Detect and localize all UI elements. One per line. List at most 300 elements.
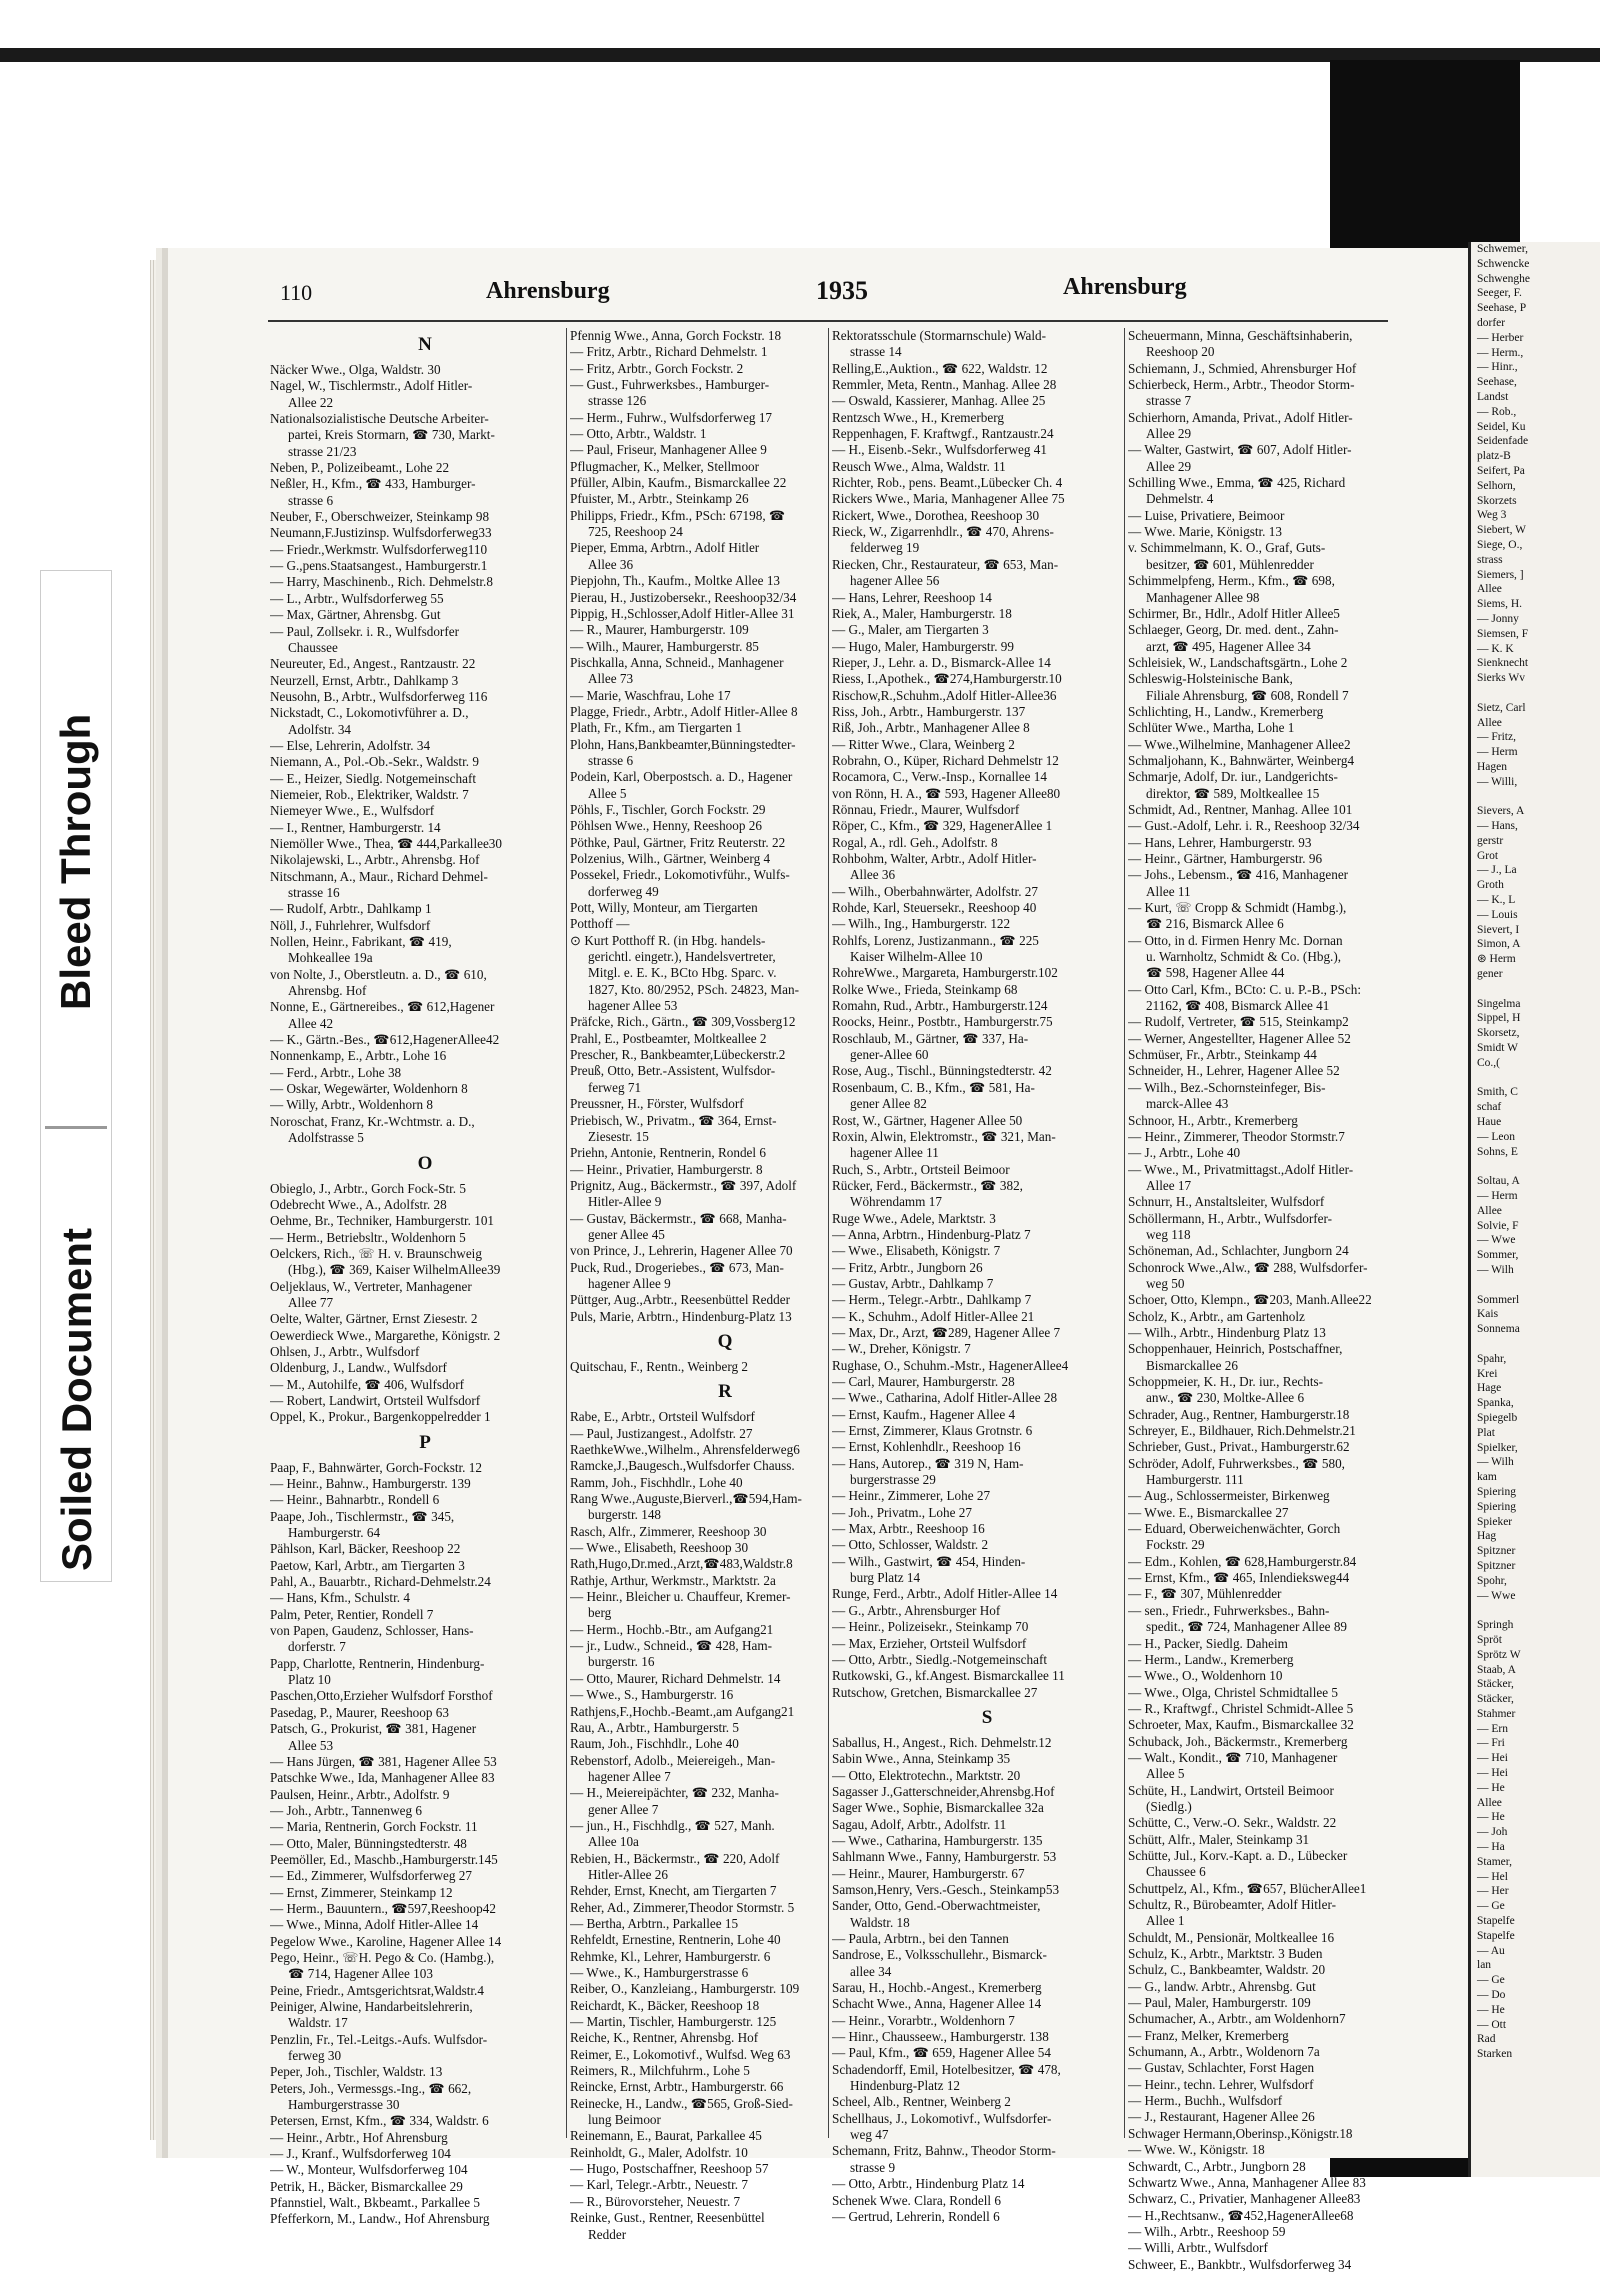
next-page-line: Allee [1477, 716, 1502, 729]
entry-continuation: gerichtl. eingetr.), Handelsvertreter, [588, 949, 776, 965]
directory-entry: Remmler, Meta, Rentn., Manhag. Allee 28 [832, 377, 1057, 393]
directory-entry: — Herm., Telegr.-Arbtr., Dahlkamp 7 [832, 1292, 1032, 1308]
next-page-line: platz-B [1477, 450, 1511, 463]
directory-entry: Ruge Wwe., Adele, Marktstr. 3 [832, 1210, 996, 1226]
next-page-line: Siemers, ] [1477, 568, 1524, 581]
directory-entry: Plohn, Hans,Bankbeamter,Bünningstedter- [570, 736, 796, 752]
directory-entry: Samson,Henry, Vers.-Gesch., Steinkamp53 [832, 1881, 1060, 1897]
directory-entry: Reinke, Gust., Rentner, Reesenbüttel [570, 2210, 765, 2226]
directory-entry: — Willi, Arbtr., Wulfsdorf [1128, 2240, 1268, 2256]
next-page-line: Landst [1477, 390, 1509, 403]
entry-continuation: Waldstr. 17 [288, 2015, 348, 2031]
directory-entry: — G.,pens.Staatsangest., Hamburgerstr.1 [270, 558, 488, 574]
directory-entry: Riss, Joh., Arbtr., Hamburgerstr. 137 [832, 703, 1026, 719]
next-page-line: Stapelfe [1477, 1915, 1515, 1928]
entry-continuation: hagener Allee 9 [588, 1275, 671, 1291]
directory-entry: Rasch, Alfr., Zimmerer, Reeshoop 30 [570, 1523, 767, 1539]
next-page-line: Stamer, [1477, 1855, 1512, 1868]
directory-entry: Schreyer, E., Bildhauer, Rich.Dehmelstr.21 [1128, 1423, 1356, 1439]
directory-entry: Nagel, W., Tischlermstr., Adolf Hitler- [270, 378, 473, 394]
directory-entry: Schuback, Joh., Bäckermstr., Kremerberg [1128, 1733, 1348, 1749]
directory-entry: Plagge, Friedr., Arbtr., Adolf Hitler-Allee 8 [570, 703, 798, 719]
directory-entry: Schmidt, Ad., Rentner, Manhag. Allee 101 [1128, 801, 1353, 817]
bleed-through-text: Bleed Through [52, 713, 99, 1010]
directory-entry: Sagasser J.,Gatterschneider,Ahrensbg.Hof [832, 1783, 1055, 1799]
directory-entry: — Gustav, Arbtr., Dahlkamp 7 [832, 1275, 994, 1291]
directory-entry: — Herm., Betriebsltr., Woldenhorn 5 [270, 1229, 466, 1245]
next-page-line: — K. K [1477, 642, 1514, 655]
next-page-line: Spohr, [1477, 1574, 1507, 1587]
directory-entry: — Hans, Kfm., Schulstr. 4 [270, 1590, 410, 1606]
next-page-line: Seidel, Ku [1477, 420, 1526, 433]
column-divider [1124, 328, 1125, 2138]
next-page-line: — He [1477, 1781, 1505, 1794]
directory-entry: — G., landw. Arbtr., Ahrensbg. Gut [1128, 1978, 1316, 1994]
directory-entry: — J., Restaurant, Hagener Allee 26 [1128, 2109, 1315, 2125]
next-page-line: — Au [1477, 1944, 1505, 1957]
directory-entry: Sahlmann Wwe., Fanny, Hamburgerstr. 53 [832, 1849, 1057, 1865]
entry-continuation: hagener Allee 56 [850, 573, 940, 589]
directory-entry: Pieper, Emma, Arbtrn., Adolf Hitler [570, 540, 760, 556]
directory-entry: — Otto, Schlosser, Waldstr. 2 [832, 1537, 989, 1553]
directory-entry: Scheel, Alb., Rentner, Weinberg 2 [832, 2094, 1011, 2110]
entry-continuation: 725, Reeshoop 24 [588, 524, 683, 540]
next-page-line: Smith, C [1477, 1086, 1518, 1099]
directory-entry: Ohlsen, J., Arbtr., Wulfsdorf [270, 1343, 420, 1359]
directory-entry: Schoppenhauer, Heinrich, Postschaffner, [1128, 1341, 1343, 1357]
entry-continuation: Bismarckallee 26 [1146, 1357, 1238, 1373]
directory-entry: — Heinr., techn. Lehrer, Wulfsdorf [1128, 2076, 1314, 2092]
column-4 [1128, 328, 1438, 2273]
directory-entry: RaethkeWwe.,Wilhelm., Ahrensfelderweg6 [570, 1442, 800, 1457]
next-page-line: Starken [1477, 2048, 1513, 2061]
entry-continuation: dorferstr. 7 [288, 1639, 346, 1655]
directory-entry: Penzlin, Fr., Tel.-Leitgs.-Aufs. Wulfsdor- [270, 2031, 488, 2047]
label-separator [45, 1126, 107, 1129]
directory-entry: — Heinr., Privatier, Hamburgerstr. 8 [570, 1161, 763, 1177]
entry-continuation: lung Beimoor [588, 2112, 661, 2128]
next-page-line: — Fritz, [1477, 731, 1516, 744]
next-page-line: Schwemer, [1477, 243, 1528, 255]
next-page-line: — Willi, [1477, 775, 1518, 788]
next-page-line: — Ha [1477, 1841, 1505, 1854]
directory-entry: Niemöller Wwe., Thea, ☎ 444,Parkallee30 [270, 835, 502, 851]
next-page-line: Co.,( [1477, 1056, 1500, 1069]
next-page-line: dorfer [1477, 316, 1506, 329]
directory-entry: — Walt., Kondit., ☎ 710, Manhagener [1128, 1749, 1338, 1765]
directory-entry: — W., Monteur, Wulfsdorferweg 104 [270, 2162, 468, 2178]
directory-entry: — Else, Lehrerin, Adolfstr. 34 [270, 737, 431, 753]
next-page-line: — J., La [1477, 864, 1517, 877]
directory-entry: Reinholdt, G., Maler, Adolfstr. 10 [570, 2144, 748, 2160]
next-page-line: — Ott [1477, 2018, 1507, 2031]
directory-entry: — Luise, Privatiere, Beimoor [1128, 507, 1285, 523]
next-page-line: Sienknecht [1477, 657, 1529, 670]
running-title-right: Ahrensburg [1063, 274, 1187, 300]
next-page-line: Siebert, W [1477, 524, 1526, 537]
next-page-line: Springh [1477, 1619, 1514, 1632]
directory-entry: Schuttpelz, Al., Kfm., ☎657, BlücherAllee1 [1128, 1880, 1367, 1896]
entry-continuation: strasse 126 [588, 393, 647, 409]
entry-continuation: allee 34 [850, 1963, 892, 1979]
directory-entry: — Wwe., K., Hamburgerstrasse 6 [570, 1965, 749, 1980]
header-rule [268, 320, 1388, 322]
directory-entry: — Herm., Buchh., Wulfsdorf [1128, 2093, 1283, 2109]
directory-entry: Schulz, C., Bankbeamter, Waldstr. 20 [1128, 1962, 1326, 1978]
next-page-line: Krei [1477, 1367, 1498, 1380]
letter-heading: O [417, 1152, 433, 1174]
entry-continuation: Ahrensbg. Hof [288, 983, 367, 999]
entry-continuation: ferweg 71 [588, 1079, 642, 1095]
entry-continuation: gener-Allee 60 [850, 1047, 929, 1063]
directory-entry: Rieper, J., Lehr. a. D., Bismarck-Allee 14 [832, 654, 1051, 670]
directory-entry: — Fritz, Arbtr., Jungborn 26 [832, 1259, 983, 1275]
directory-entry: Schumacher, A., Arbtr., am Woldenhorn7 [1128, 2011, 1346, 2027]
directory-entry: — Wilh., Maurer, Hamburgerstr. 85 [570, 638, 759, 654]
directory-entry: Pego, Heinr., ☏H. Pego & Co. (Hambg.), [270, 1949, 495, 1965]
entry-continuation: Allee 17 [1146, 1177, 1192, 1193]
directory-entry: — G., Maler, am Tiergarten 3 [832, 622, 989, 638]
next-page-line: Skorzets [1477, 494, 1517, 507]
directory-entry: Schwartz Wwe., Anna, Manhagener Allee 83 [1128, 2174, 1366, 2190]
entry-continuation: berg [588, 1605, 612, 1621]
directory-entry: — Paul, Zollsekr. i. R., Wulfsdorfer [270, 623, 459, 639]
directory-entry: — Wwe., Minna, Adolf Hitler-Allee 14 [270, 1917, 479, 1933]
next-page-line: Allee [1477, 1796, 1502, 1809]
directory-entry: Schulz, K., Arbtr., Marktstr. 3 Buden [1128, 1946, 1323, 1962]
directory-entry: — Paul, Justizangest., Adolfstr. 27 [570, 1425, 753, 1441]
directory-entry: Rathje, Arthur, Werkmstr., Marktstr. 2a [570, 1572, 776, 1588]
entry-continuation: Hamburgerstr. 111 [1146, 1472, 1244, 1488]
directory-entry: — Herm., Fuhrw., Wulfsdorferweg 17 [570, 409, 773, 425]
directory-entry: — Hinr., Chausseew., Hamburgerstr. 138 [832, 2029, 1049, 2045]
directory-entry: Niemann, A., Pol.-Ob.-Sekr., Waldstr. 9 [270, 754, 479, 770]
directory-entry: — H., Packer, Siedlg. Daheim [1128, 1635, 1288, 1651]
next-page-line: Spiering [1477, 1500, 1516, 1513]
next-page-line: — Fri [1477, 1737, 1505, 1750]
directory-entry: — Paul, Kfm., ☎ 659, Hagener Allee 54 [832, 2045, 1051, 2061]
entry-continuation: anw., ☎ 230, Moltke-Allee 6 [1146, 1390, 1305, 1406]
next-page-line: Grot [1477, 849, 1499, 862]
directory-entry: Oldenburg, J., Landw., Wulfsdorf [270, 1360, 447, 1376]
directory-entry: Rücker, Ferd., Bäckermstr., ☎ 382, [832, 1177, 1023, 1193]
directory-entry: — Werner, Angestellter, Hagener Allee 52 [1128, 1030, 1351, 1046]
directory-entry: — G., Arbtr., Ahrensburger Hof [832, 1602, 1001, 1618]
column-1 [270, 328, 580, 2228]
entry-continuation: Platz 10 [288, 1672, 331, 1688]
next-page-line [1471, 789, 1600, 804]
next-page-line: Allee [1477, 583, 1502, 596]
directory-entry: Schmüser, Fr., Arbtr., Steinkamp 44 [1128, 1047, 1317, 1063]
directory-entry: Reher, Ad., Zimmerer,Theodor Stormstr. 5 [570, 1899, 795, 1915]
directory-entry: — Herm., Bauuntern., ☎597,Reeshoop42 [270, 1900, 496, 1916]
directory-entry: — Heinr., Maurer, Hamburgerstr. 67 [832, 1865, 1025, 1881]
next-page-line: — Joh [1477, 1826, 1508, 1839]
entry-continuation: Mitgl. e. E. K., BCto Hbg. Sparc. v. [588, 965, 777, 981]
directory-entry: Obieglo, J., Arbtr., Gorch Fock-Str. 5 [270, 1180, 466, 1196]
entry-continuation: Allee 42 [288, 1015, 334, 1031]
directory-entry: Reiche, K., Rentner, Ahrensbg. Hof [570, 2030, 759, 2046]
directory-entry: Pfannstiel, Walt., Bkbeamt., Parkallee 5 [270, 2195, 481, 2211]
directory-entry: — Otto, Arbtr., Hindenburg Platz 14 [832, 2176, 1025, 2192]
next-page-line: Weg 3 [1477, 509, 1507, 522]
entry-continuation: strasse 6 [588, 752, 634, 768]
directory-entry: — Joh., Privatm., Lohe 27 [832, 1504, 972, 1520]
next-page-line: — Hinr., [1477, 361, 1518, 374]
entry-continuation: spedit., ☎ 724, Manhagener Allee 89 [1146, 1619, 1348, 1635]
directory-entry: Rost, W., Gärtner, Hagener Allee 50 [832, 1112, 1023, 1128]
entry-continuation: gener Allee 82 [850, 1096, 927, 1112]
directory-entry: — M., Autohilfe, ☎ 406, Wulfsdorf [270, 1376, 465, 1392]
directory-entry: Roxin, Alwin, Elektromstr., ☎ 321, Man- [832, 1128, 1056, 1144]
directory-entry: — Gertrud, Lehrerin, Rondell 6 [832, 2208, 1000, 2224]
directory-entry: — R., Maurer, Hamburgerstr. 109 [570, 622, 749, 638]
directory-entry: — Wwe. Marie, Königstr. 13 [1128, 524, 1282, 540]
directory-entry: — Otto, Maurer, Richard Dehmelstr. 14 [570, 1670, 781, 1686]
letter-heading: S [981, 1706, 993, 1728]
entry-continuation: Chaussee 6 [1146, 1864, 1206, 1880]
directory-entry: Rathjens,F.,Hochb.-Beamt.,am Aufgang21 [570, 1703, 795, 1719]
directory-entry: Rocamora, C., Verw.-Insp., Kornallee 14 [832, 769, 1047, 785]
directory-entry: Pegelow Wwe., Karoline, Hagener Allee 14 [270, 1933, 502, 1949]
directory-entry: Prahl, E., Postbeamter, Moltkeallee 2 [570, 1030, 767, 1046]
directory-entry: Peiniger, Alwine, Handarbeitslehrerin, [270, 1999, 473, 2014]
next-page-line: Singelma [1477, 997, 1521, 1010]
directory-entry: — Max, Gärtner, Ahrensbg. Gut [270, 607, 441, 623]
directory-entry: Nationalsozialistische Deutsche Arbeiter- [270, 411, 489, 427]
directory-entry: — Marie, Waschfrau, Lohe 17 [570, 687, 731, 703]
directory-entry: — Aug., Schlossermeister, Birkenweg [1128, 1488, 1330, 1504]
directory-entry: — H., Eisenb.-Sekr., Wulfsdorferweg 41 [832, 442, 1047, 458]
next-page-line: kam [1477, 1471, 1497, 1484]
directory-entry: — Ernst, Kfm., ☎ 465, Inlendieksweg44 [1128, 1570, 1350, 1586]
entry-continuation: besitzer, ☎ 601, Mühlenredder [1146, 556, 1314, 572]
directory-entry: — Hans Jürgen, ☎ 381, Hagener Allee 53 [270, 1753, 497, 1769]
next-page-line: Haue [1477, 1116, 1502, 1129]
directory-entry: — Wilh., Ing., Hamburgerstr. 122 [832, 916, 1011, 932]
directory-entry: Schirmer, Br., Hdlr., Adolf Hitler Allee5 [1128, 605, 1340, 621]
next-page-line: Sierks Wv [1477, 672, 1526, 685]
next-page-line: Stapelfe [1477, 1929, 1515, 1942]
directory-entry: — R., Kraftwgf., Christel Schmidt-Allee 5 [1128, 1700, 1354, 1716]
entry-continuation: Allee 5 [1146, 1766, 1185, 1782]
directory-entry: — Ritter Wwe., Clara, Weinberg 2 [832, 736, 1015, 752]
directory-entry: — Willy, Arbtr., Woldenhorn 8 [270, 1097, 433, 1113]
entry-continuation: Mohkeallee 19a [288, 950, 373, 966]
next-page-line: Sietz, Carl [1477, 701, 1526, 714]
directory-entry: Petersen, Ernst, Kfm., ☎ 334, Waldstr. 6 [270, 2113, 489, 2129]
directory-entry: — Heinr., Zimmerer, Theodor Stormstr.7 [1128, 1128, 1345, 1144]
entry-continuation: marck-Allee 43 [1146, 1096, 1229, 1112]
next-page-line: Spiering [1477, 1485, 1516, 1498]
entry-continuation: strasse 6 [288, 492, 334, 508]
next-page-line: Siems, H. [1477, 598, 1523, 611]
next-page-line: Sprötz W [1477, 1648, 1521, 1661]
column-divider [828, 328, 829, 2138]
directory-entry: Näcker Wwe., Olga, Waldstr. 30 [270, 362, 441, 377]
directory-entry: Peemöller, Ed., Maschb.,Hamburgerstr.145 [270, 1851, 498, 1867]
next-page-line: — Jonny [1477, 612, 1519, 625]
directory-entry: Niemeier, Rob., Elektriker, Waldstr. 7 [270, 786, 469, 802]
directory-entry: Reincke, Ernst, Arbtr., Hamburgerstr. 66 [570, 2079, 784, 2095]
next-page-line: Hage [1477, 1382, 1502, 1395]
directory-entry: Runge, Ferd., Arbtr., Adolf Hitler-Allee 14 [832, 1586, 1058, 1602]
directory-entry: — Walter, Gastwirt, ☎ 607, Adolf Hitler- [1128, 442, 1352, 458]
letter-heading: N [418, 334, 432, 355]
next-page-line: Soltau, A [1477, 1175, 1520, 1188]
directory-entry: Pasedag, P., Maurer, Reeshoop 63 [270, 1704, 449, 1720]
directory-entry: — H., Meiereipächter, ☎ 232, Manha- [570, 1785, 779, 1801]
directory-entry: Schacht Wwe., Anna, Hagener Allee 14 [832, 1996, 1042, 2012]
directory-entry: — Oswald, Kassierer, Manhag. Allee 25 [832, 393, 1046, 409]
directory-entry: Nöll, J., Fuhrlehrer, Wulfsdorf [270, 917, 431, 933]
directory-entry: — Wwe. E., Bismarckallee 27 [1128, 1504, 1289, 1520]
next-page-line: Seeger, F. [1477, 287, 1522, 300]
directory-entry: Schneider, H., Lehrer, Hagener Allee 52 [1128, 1063, 1340, 1079]
directory-entry: Ruch, S., Arbtr., Ortsteil Beimoor [832, 1161, 1010, 1177]
directory-entry: Reusch Wwe., Alma, Waldstr. 11 [832, 458, 1006, 474]
directory-entry: Rentzsch Wwe., H., Kremerberg [832, 409, 1004, 425]
directory-entry: — Wilh., Arbtr., Reeshoop 59 [1128, 2223, 1286, 2239]
next-page-line: Smidt W [1477, 1042, 1519, 1055]
directory-entry: — Edm., Kohlen, ☎ 628,Hamburgerstr.84 [1128, 1553, 1357, 1569]
directory-entry: — Joh., Arbtr., Tannenweg 6 [270, 1802, 422, 1818]
next-page-line: Spahr, [1477, 1352, 1507, 1365]
directory-entry: Puck, Rud., Drogeriebes., ☎ 673, Man- [570, 1259, 784, 1275]
directory-entry: Oewerdieck Wwe., Margarethe, Königstr. 2 [270, 1327, 501, 1343]
directory-entry: — K., Gärtn.-Bes., ☎612,HagenerAllee42 [270, 1032, 500, 1048]
directory-entry: — Kurt, ☏ Cropp & Schmidt (Hambg.), [1128, 900, 1347, 916]
directory-entry: Schuldt, M., Pensionär, Moltkeallee 16 [1128, 1929, 1335, 1945]
directory-entry: Schweer, E., Bankbtr., Wulfsdorferweg 34 [1128, 2256, 1352, 2272]
directory-entry: — Ernst, Kaufm., Hagener Allee 4 [832, 1406, 1016, 1422]
directory-entry: Plath, Fr., Kfm., am Tiergarten 1 [570, 720, 742, 736]
entry-continuation: Allee 10a [588, 1834, 639, 1850]
directory-entry: Oelckers, Rich., ☏ H. v. Braunschweig [270, 1245, 482, 1261]
next-page-line: Rad [1477, 2033, 1496, 2046]
directory-entry: Prignitz, Aug., Bäckermstr., ☎ 397, Adolf [570, 1177, 797, 1193]
letter-heading: Q [717, 1330, 733, 1352]
entry-continuation: hagener Allee 11 [850, 1145, 939, 1161]
page-edge [150, 260, 164, 2140]
entry-continuation: weg 50 [1146, 1275, 1185, 1291]
directory-entry: Oppel, K., Prokur., Bargenkoppelredder 1 [270, 1409, 491, 1425]
directory-entry: Rohde, Karl, Steuersekr., Reeshoop 40 [832, 900, 1037, 916]
directory-entry: — Wwe., Olga, Christel Schmidtallee 5 [1128, 1684, 1338, 1700]
next-page-line [1471, 1603, 1600, 1618]
next-page-line: Sommer, [1477, 1249, 1519, 1262]
next-page-line: — Ern [1477, 1722, 1508, 1735]
directory-entry: Riess, I.,Apothek., ☎274,Hamburgerstr.10 [832, 671, 1062, 687]
directory-entry: Oehme, Br., Techniker, Hamburgerstr. 101 [270, 1213, 495, 1229]
directory-entry: Rutschow, Gretchen, Bismarckallee 27 [832, 1684, 1038, 1700]
directory-entry: — Gustav, Schlachter, Forst Hagen [1128, 2060, 1315, 2076]
directory-entry: Rolke Wwe., Frieda, Steinkamp 68 [832, 981, 1018, 997]
directory-entry: Schnurr, H., Anstaltsleiter, Wulfsdorf [1128, 1194, 1325, 1210]
next-page-line: — Her [1477, 1885, 1509, 1898]
entry-continuation: Allee 22 [288, 394, 334, 410]
directory-entry: — Herm., Landw., Kremerberg [1128, 1651, 1294, 1667]
next-page-line: — Ge [1477, 1900, 1505, 1913]
next-page-line: Hagen [1477, 760, 1508, 773]
entry-continuation: Fockstr. 29 [1146, 1537, 1205, 1553]
directory-entry: — W., Dreher, Königstr. 7 [832, 1341, 971, 1357]
directory-entry: — Fritz, Arbtr., Richard Dehmelstr. 1 [570, 344, 768, 360]
directory-entry: Odebrecht Wwe., A., Adolfstr. 28 [270, 1196, 447, 1212]
entry-continuation: arzt, ☎ 495, Hagener Allee 34 [1146, 638, 1311, 654]
page-number: 110 [280, 280, 313, 305]
next-page-line: Spiegelb [1477, 1411, 1518, 1424]
directory-entry: — Robert, Landwirt, Ortsteil Wulfsdorf [270, 1392, 481, 1408]
directory-entry: Reimers, R., Milchfuhrm., Lohe 5 [570, 2063, 750, 2079]
directory-entry: Rönnau, Friedr., Maurer, Wulfsdorf [832, 801, 1020, 817]
directory-entry: — Rudolf, Arbtr., Dahlkamp 1 [270, 901, 432, 917]
directory-entry: — Carl, Maurer, Hamburgerstr. 28 [832, 1374, 1015, 1389]
next-page-line: — Hei [1477, 1752, 1508, 1765]
directory-entry: v. Schimmelmann, K. O., Graf, Guts- [1128, 540, 1326, 556]
directory-entry: Peper, Joh., Tischler, Waldstr. 13 [270, 2064, 443, 2080]
directory-entry: — Anna, Arbtrn., Hindenburg-Platz 7 [832, 1226, 1031, 1242]
directory-entry: — Paula, Arbtrn., bei den Tannen [832, 1931, 1009, 1946]
directory-page [168, 248, 1468, 2272]
directory-entry: Schellhaus, J., Lokomotivf., Wulfsdorfer- [832, 2110, 1052, 2126]
entry-continuation: gener Allee 45 [588, 1226, 665, 1242]
directory-entry: Priebisch, W., Privatm., ☎ 364, Ernst- [570, 1112, 777, 1128]
directory-entry: Peine, Friedr., Amtsgerichtsrat,Waldstr.4 [270, 1982, 484, 1998]
directory-entry: — Hans, Lehrer, Reeshoop 14 [832, 589, 992, 605]
next-page-line: Sommerl [1477, 1293, 1520, 1306]
entry-continuation: strasse 7 [1146, 393, 1192, 409]
directory-entry: — sen., Friedr., Fuhrwerksbes., Bahn- [1128, 1602, 1330, 1618]
directory-entry: Sander, Otto, Gend.-Oberwachtmeister, [832, 1898, 1041, 1914]
next-page-line: Siemsen, F [1477, 627, 1529, 640]
next-page-line: ⊛ Herm [1477, 953, 1516, 966]
directory-entry: Neurzell, Ernst, Arbtr., Dahlkamp 3 [270, 672, 459, 688]
directory-entry: — Oskar, Wegewärter, Woldenhorn 8 [270, 1081, 468, 1097]
next-page-line: Spieker [1477, 1515, 1513, 1528]
entry-continuation: gener Allee 7 [588, 1801, 659, 1817]
next-page-line: — Hei [1477, 1767, 1508, 1780]
directory-entry: Riß, Joh., Arbtr., Manhagener Allee 8 [832, 720, 1030, 736]
directory-entry: Nollen, Heinr., Fabrikant, ☎ 419, [270, 934, 452, 950]
directory-entry: Schüte, H., Landwirt, Ortsteil Beimoor [1128, 1782, 1334, 1798]
next-page-line: — Herm [1477, 746, 1518, 759]
directory-entry: Priehn, Antonie, Rentnerin, Rondel 6 [570, 1145, 766, 1161]
directory-entry: Schonrock Wwe.,Alw., ☎ 288, Wulfsdorfer- [1128, 1259, 1368, 1275]
directory-entry: Reiber, O., Kanzleiang., Hamburgerstr. 109 [570, 1981, 800, 1997]
directory-entry: — J., Arbtr., Lohe 40 [1128, 1145, 1241, 1161]
entry-continuation: Kaiser Wilhelm-Allee 10 [850, 949, 983, 965]
next-page-line: — Rob., [1477, 405, 1517, 418]
directory-entry: Rang Wwe.,Auguste,Bierverl.,☎594,Ham- [570, 1491, 802, 1507]
directory-entry: Rickers Wwe., Maria, Manhagener Allee 75 [832, 491, 1065, 507]
directory-entry: Rieck, W., Zigarrenhdlr., ☎ 470, Ahrens- [832, 524, 1054, 540]
directory-entry: — Paul, Friseur, Manhagener Allee 9 [570, 442, 767, 458]
next-page-line: Seidenfade [1477, 435, 1529, 448]
directory-entry: — Wwe., M., Privatmittagst.,Adolf Hitler- [1128, 1161, 1354, 1177]
directory-entry: Nikolajewski, L., Arbtr., Ahrensbg. Hof [270, 852, 480, 868]
directory-entry: von Rönn, H. A., ☎ 593, Hagener Allee80 [832, 785, 1061, 801]
directory-entry: — Heinr., Zimmerer, Lohe 27 [832, 1488, 991, 1504]
directory-entry: Pöhlsen Wwe., Henny, Reeshoop 26 [570, 818, 762, 834]
entry-continuation: Filiale Ahrensburg, ☎ 608, Rondell 7 [1146, 687, 1349, 703]
directory-entry: — Gust., Fuhrwerksbes., Hamburger- [570, 377, 770, 393]
directory-entry: Rehder, Ernst, Knecht, am Tiergarten 7 [570, 1883, 777, 1899]
entry-continuation: burg Platz 14 [850, 1570, 921, 1586]
directory-entry: Schnoor, H., Arbtr., Kremerberg [1128, 1112, 1298, 1128]
entry-continuation: burgerstr. 148 [588, 1507, 662, 1523]
next-page-line: Sievert, I [1477, 923, 1520, 936]
